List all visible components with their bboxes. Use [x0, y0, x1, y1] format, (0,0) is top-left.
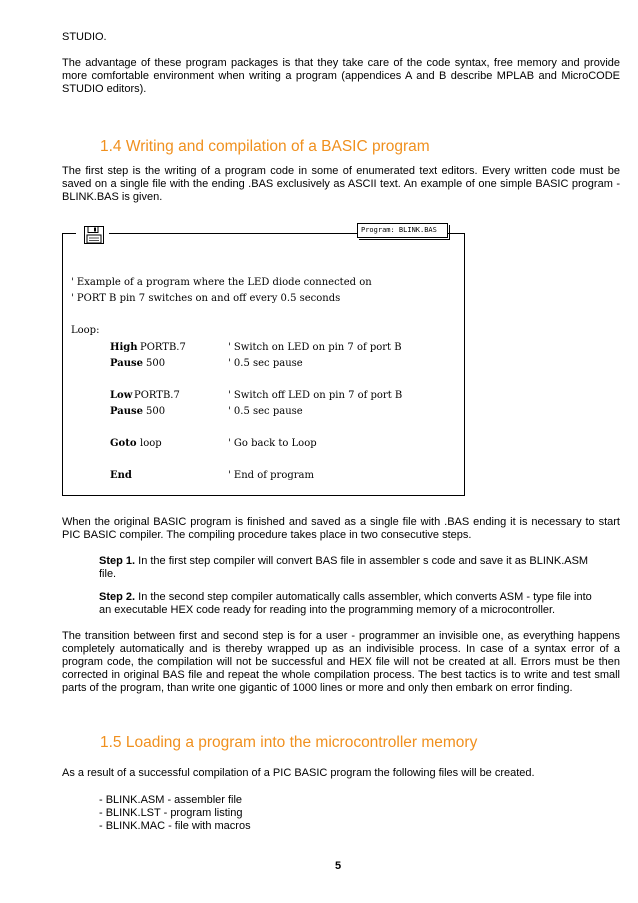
list-item: - BLINK.ASM - assembler file: [99, 794, 243, 806]
code-comment: ' Go back to Loop: [228, 438, 317, 449]
section-heading-1-4: 1.4 Writing and compilation of a BASIC program: [100, 138, 430, 155]
code-keyword: Goto: [110, 438, 137, 449]
code-arg: 500: [146, 406, 166, 417]
transition-paragraph: The transition between first and second step is for a user - programmer an invisible one, as everything happens completely automatically and is thereby wrapped up as an indivisible process. In case of a syntax error of a program code, the compilation will not be successful and HEX file will not be created at all. Errors must be then corrected in original BAS file and repeat the whole compilation process. The best tactics is to write and test small parts of the program, than write one gigantic of 1000 lines or more and only then embark on error finding.: [62, 630, 620, 694]
step-1: [99, 555, 599, 581]
section-1-4-paragraph: The first step is the writing of a program code in some of enumerated text editors. Every written code must be saved on a single file with the ending .BAS exclusively as ASCII text. An example of one simple BASIC program - BLINK.BAS is given.: [62, 165, 620, 203]
code-label: Loop:: [71, 325, 100, 336]
frame-top-mid: [109, 233, 357, 234]
frame-top-left: [62, 233, 76, 234]
code-arg: loop: [140, 438, 162, 449]
code-arg: 500: [146, 358, 166, 369]
list-item: - BLINK.MAC - file with macros: [99, 820, 251, 832]
code-comment: ' 0.5 sec pause: [228, 406, 303, 417]
section-1-5-paragraph: As a result of a successful compilation of a PIC BASIC program the following files will be created.: [62, 767, 535, 779]
page-number: 5: [335, 860, 342, 872]
code-comment-2: ' PORT B pin 7 switches on and off every 0.5 seconds: [71, 293, 341, 304]
code-comment: ' Switch off LED on pin 7 of port B: [228, 390, 403, 401]
code-comment: ' End of program: [228, 470, 314, 481]
code-keyword: Low: [110, 390, 133, 401]
code-keyword: Pause: [110, 358, 143, 369]
floppy-disk-icon: [84, 226, 104, 244]
code-comment-1: ' Example of a program where the LED diode connected on: [71, 277, 372, 288]
step-2: [99, 591, 599, 617]
step-2-text: In the second step compiler automatically calls assembler, which converts ASM - type file into an executable HEX code ready for reading into the programming memory of a microcontroller.: [99, 591, 592, 616]
code-keyword: End: [110, 470, 132, 481]
step-2-label: Step 2.: [99, 591, 136, 603]
frame-top-right: [448, 233, 465, 234]
code-comment: ' 0.5 sec pause: [228, 358, 303, 369]
intro-paragraph: The advantage of these program packages is that they take care of the code syntax, free memory and provide more comfortable environment when writing a program (appendices A and B describe MPLAB and MicroCODE STUDIO editors).: [62, 57, 620, 95]
studio-fragment: STUDIO.: [62, 31, 107, 43]
code-arg: PORTB.7: [134, 390, 180, 401]
step-1-label: Step 1.: [99, 555, 136, 567]
code-keyword: High: [110, 342, 138, 353]
code-keyword: Pause: [110, 406, 143, 417]
list-item: - BLINK.LST - program listing: [99, 807, 243, 819]
step-1-text: In the first step compiler will convert BAS file in assembler s code and save it as BLINK.ASM file.: [99, 555, 589, 580]
section-heading-1-5: 1.5 Loading a program into the microcontroller memory: [100, 734, 478, 751]
compile-intro-paragraph: When the original BASIC program is finished and saved as a single file with .BAS ending it is necessary to start PIC BASIC compiler. The compiling procedure takes place in two consecutive steps.: [62, 516, 620, 541]
program-tag: Program: BLINK.BAS: [357, 223, 448, 238]
code-comment: ' Switch on LED on pin 7 of port B: [228, 342, 402, 353]
code-arg: PORTB.7: [140, 342, 186, 353]
